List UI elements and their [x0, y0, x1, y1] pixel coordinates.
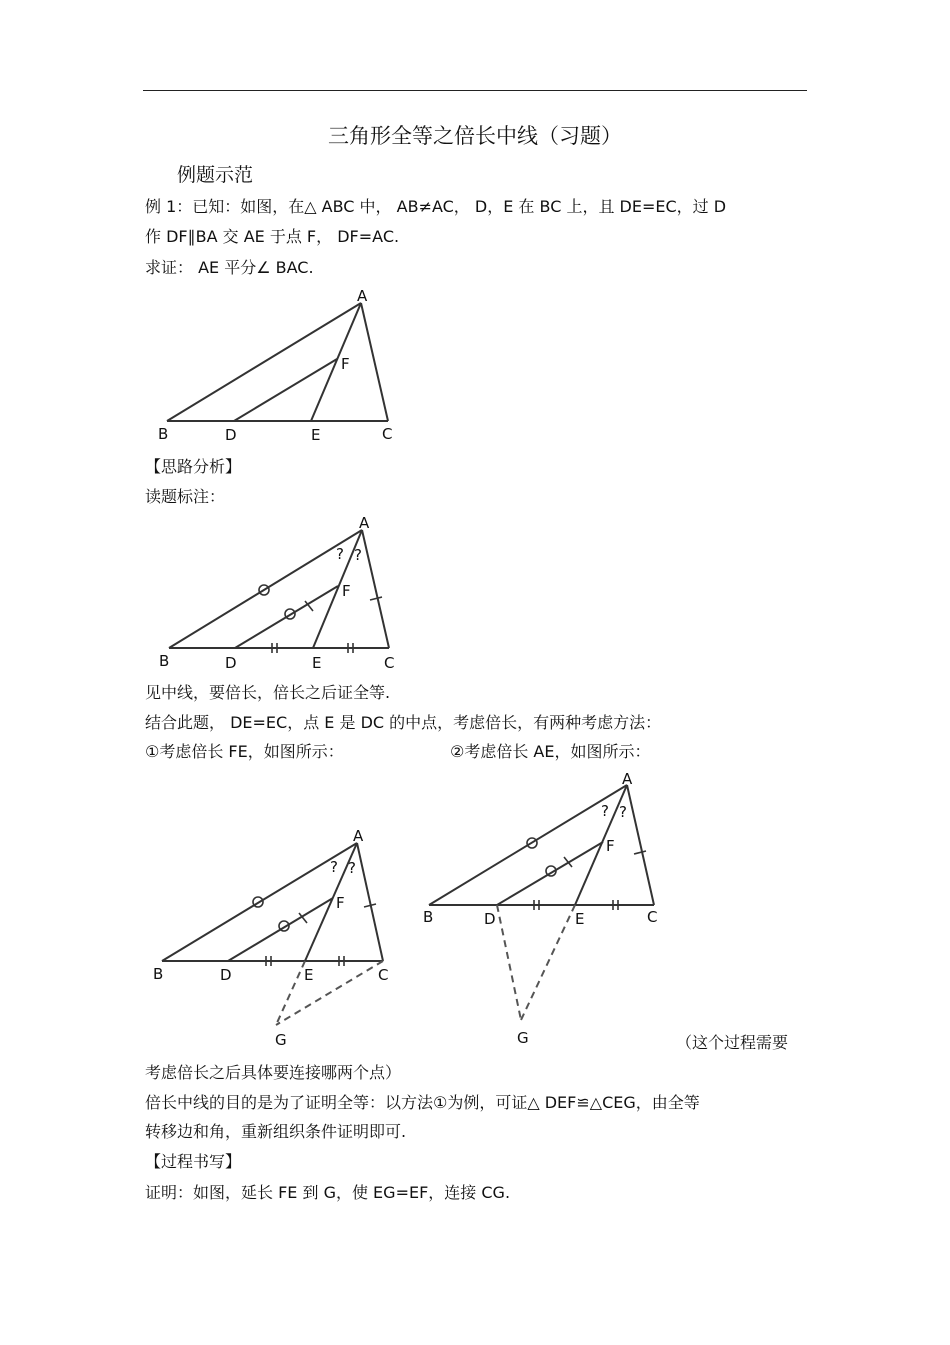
problem-line-3: 求证： AE 平分∠ BAC. — [145, 258, 314, 277]
dash-dg — [497, 905, 521, 1020]
label-d: D — [220, 966, 232, 984]
label-g: G — [275, 1031, 287, 1049]
purpose-line-2: 转移边和角，重新组织条件证明即可. — [145, 1122, 407, 1141]
label-a: A — [359, 514, 370, 532]
analysis-heading: 【思路分析】 — [145, 457, 242, 476]
label-f: F — [341, 355, 350, 373]
label-q1: ? — [330, 858, 338, 876]
label-e: E — [304, 966, 314, 984]
seg-df — [497, 842, 603, 905]
label-q2: ? — [348, 859, 356, 877]
label-e: E — [311, 426, 321, 444]
note-part-2: 考虑倍长之后具体要连接哪两个点） — [145, 1063, 402, 1082]
label-c: C — [378, 966, 389, 984]
problem-line-1: 例 1：已知：如图，在△ ABC 中， AB≠AC， D，E 在 BC 上，且 DE=EC，过 D — [145, 197, 727, 216]
label-d: D — [225, 654, 237, 672]
label-d: D — [484, 910, 496, 928]
label-q1: ? — [336, 545, 344, 563]
tick-ac — [634, 851, 646, 854]
label-q2: ? — [619, 803, 627, 821]
dash-eg — [521, 905, 575, 1020]
label-c: C — [647, 908, 658, 926]
seg-ac — [627, 785, 654, 905]
label-d: D — [225, 426, 237, 444]
section-heading: 例题示范 — [177, 164, 254, 186]
label-f: F — [336, 894, 345, 912]
label-f: F — [342, 582, 351, 600]
label-a: A — [357, 287, 368, 305]
label-f: F — [606, 837, 615, 855]
label-b: B — [158, 425, 169, 443]
analysis-line-a: 见中线，要倍长，倍长之后证全等. — [145, 683, 391, 702]
proof-heading: 【过程书写】 — [145, 1152, 242, 1171]
method-2: ②考虑倍长 AE，如图所示： — [450, 742, 651, 761]
label-b: B — [423, 908, 434, 926]
problem-line-2: 作 DF∥BA 交 AE 于点 F， DF=AC. — [145, 227, 400, 246]
label-b: B — [159, 652, 170, 670]
label-q1: ? — [601, 802, 609, 820]
label-a: A — [622, 770, 633, 788]
proof-line-1: 证明：如图，延长 FE 到 G，使 EG=EF，连接 CG. — [145, 1183, 511, 1202]
analysis-line-b: 结合此题， DE=EC，点 E 是 DC 的中点，考虑倍长，有两种考虑方法： — [145, 713, 662, 732]
page-title: 三角形全等之倍长中线（习题） — [328, 124, 622, 148]
label-b: B — [153, 965, 164, 983]
note-part-1: （这个过程需要 — [676, 1033, 789, 1052]
label-q2: ? — [354, 546, 362, 564]
purpose-line-1: 倍长中线的目的是为了证明全等：以方法①为例，可证△ DEF≌△CEG，由全等 — [145, 1093, 700, 1112]
label-e: E — [575, 910, 585, 928]
read-label: 读题标注： — [145, 487, 226, 506]
label-g: G — [517, 1029, 529, 1047]
label-e: E — [312, 654, 322, 672]
label-a: A — [353, 827, 364, 845]
method-1: ①考虑倍长 FE，如图所示： — [145, 742, 344, 761]
label-c: C — [382, 425, 393, 443]
label-c: C — [384, 654, 395, 672]
